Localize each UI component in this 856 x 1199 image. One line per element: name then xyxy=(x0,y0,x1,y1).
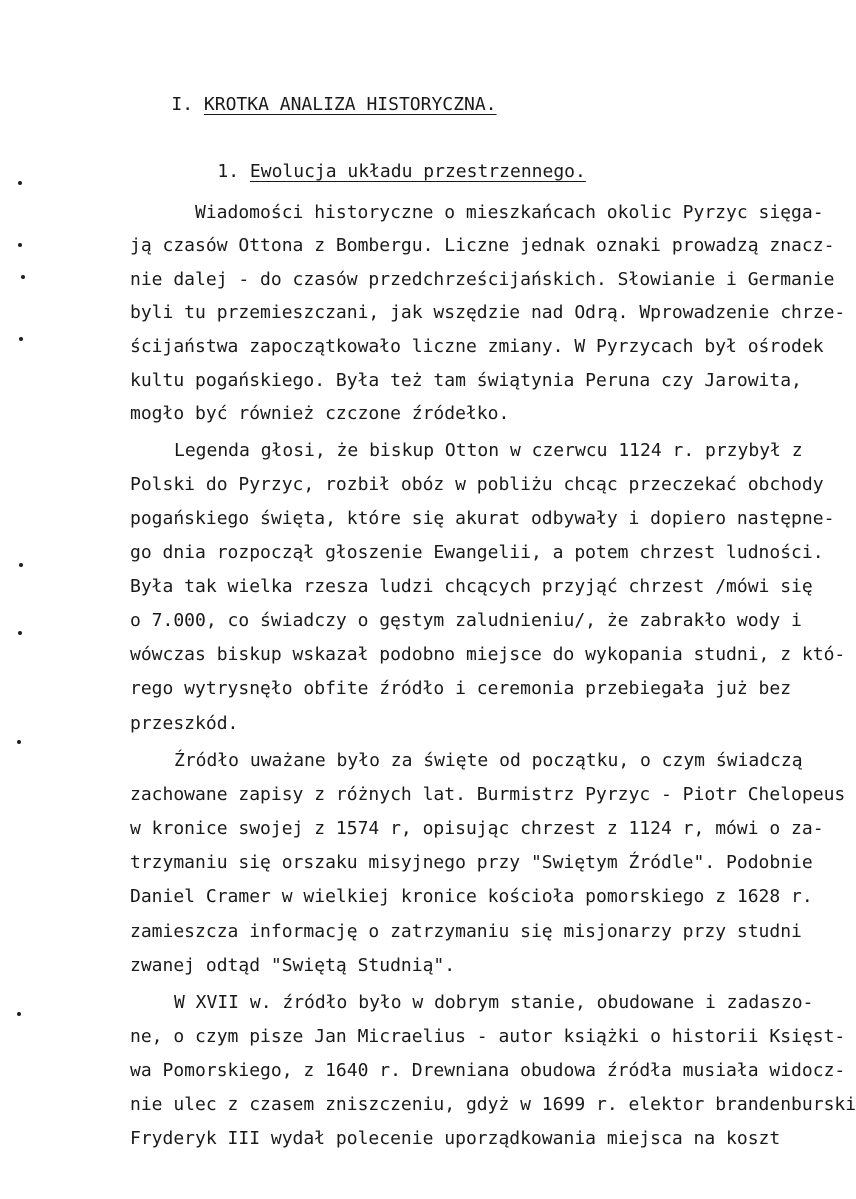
scan-speck xyxy=(17,740,21,744)
text-line: wa Pomorskiego, z 1640 r. Drewniana obudowa źródła musiała widocz- xyxy=(130,1060,846,1081)
text-line: Polski do Pyrzyc, rozbił obóz w pobliżu chcąc przeczekać obchody xyxy=(130,474,824,495)
text-line: Legenda głosi, że biskup Otton w czerwcu 1124 r. przybył z xyxy=(174,440,803,461)
scan-speck xyxy=(18,631,22,635)
text-line: kultu pogańskiego. Była też tam świątynia Peruna czy Jarowita, xyxy=(130,370,802,391)
subsection-heading-number: 1. xyxy=(217,161,240,182)
scan-speck xyxy=(21,275,25,279)
text-line: zachowane zapisy z różnych lat. Burmistrz Pyrzyc - Piotr Chelopeus xyxy=(130,784,846,805)
text-line: zwanej odtąd "Swiętą Studnią". xyxy=(130,955,456,976)
scan-speck xyxy=(17,1012,21,1016)
subsection-heading-title: Ewolucja układu przestrzennego. xyxy=(249,161,586,182)
text-line: trzymaniu się orszaku misyjnego przy "Swiętym Źródle". Podobnie xyxy=(130,852,813,873)
text-line: Była tak wielka rzesza ludzi chcących przyjąć chrzest /mówi się xyxy=(130,576,813,597)
text-line: Fryderyk III wydał polecenie uporządkowania miejsca na koszt xyxy=(130,1128,781,1149)
text-line: wówczas biskup wskazał podobno miejsce do wykopania studni, z któ- xyxy=(130,644,846,665)
text-line: pogańskiego święta, które się akurat odbywały i dopiero następne- xyxy=(130,508,835,529)
text-line: zamieszcza informację o zatrzymaniu się misjonarzy przy studni xyxy=(130,921,802,942)
text-line: rego wytrysnęło obfite źródło i ceremonia przebiegała już bez xyxy=(130,678,792,699)
text-line: o 7.000, co świadczy o gęstym zaludnieniu/, że zabrakło wody i xyxy=(130,610,802,631)
text-line: ne, o czym pisze Jan Micraelius - autor książki o historii Księst- xyxy=(130,1026,846,1047)
section-heading-number: I. xyxy=(171,94,194,115)
subsection-heading xyxy=(174,136,586,208)
section-heading xyxy=(128,69,497,141)
text-line: Wiadomości historyczne o mieszkańcach okolic Pyrzyc sięga- xyxy=(195,202,824,223)
section-heading-title: KROTKA ANALIZA HISTORYCZNA. xyxy=(203,94,497,115)
text-line: W XVII w. źródło było w dobrym stanie, obudowane i zadaszo- xyxy=(174,992,814,1013)
text-line: Źródło uważane było za święte od początku, o czym świadczą xyxy=(174,750,803,771)
scan-speck xyxy=(18,181,22,185)
text-line: Daniel Cramer w wielkiej kronice kościoła pomorskiego z 1628 r. xyxy=(130,886,813,907)
scan-speck xyxy=(19,563,23,567)
text-line: ją czasów Ottona z Bombergu. Liczne jednak oznaki prowadzą znacz- xyxy=(130,235,835,256)
text-line: mogło być również czczone źródełko. xyxy=(130,403,510,424)
scan-speck xyxy=(19,337,23,341)
text-line: w kronice swojej z 1574 r, opisując chrzest z 1124 r, mówi o za- xyxy=(130,818,824,839)
text-line: go dnia rozpoczął głoszenie Ewangelii, a potem chrzest ludności. xyxy=(130,542,824,563)
scan-speck xyxy=(18,243,22,247)
text-line: byli tu przemieszczani, jak wszędzie nad Odrą. Wprowadzenie chrze- xyxy=(130,302,846,323)
text-line: nie ulec z czasem zniszczeniu, gdyż w 1699 r. elektor brandenburski xyxy=(130,1094,856,1115)
text-line: ścijaństwa zapoczątkowało liczne zmiany. W Pyrzycach był ośrodek xyxy=(130,336,824,357)
text-line: przeszkód. xyxy=(130,713,239,734)
text-line: nie dalej - do czasów przedchrześcijańskich. Słowianie i Germanie xyxy=(130,269,835,290)
